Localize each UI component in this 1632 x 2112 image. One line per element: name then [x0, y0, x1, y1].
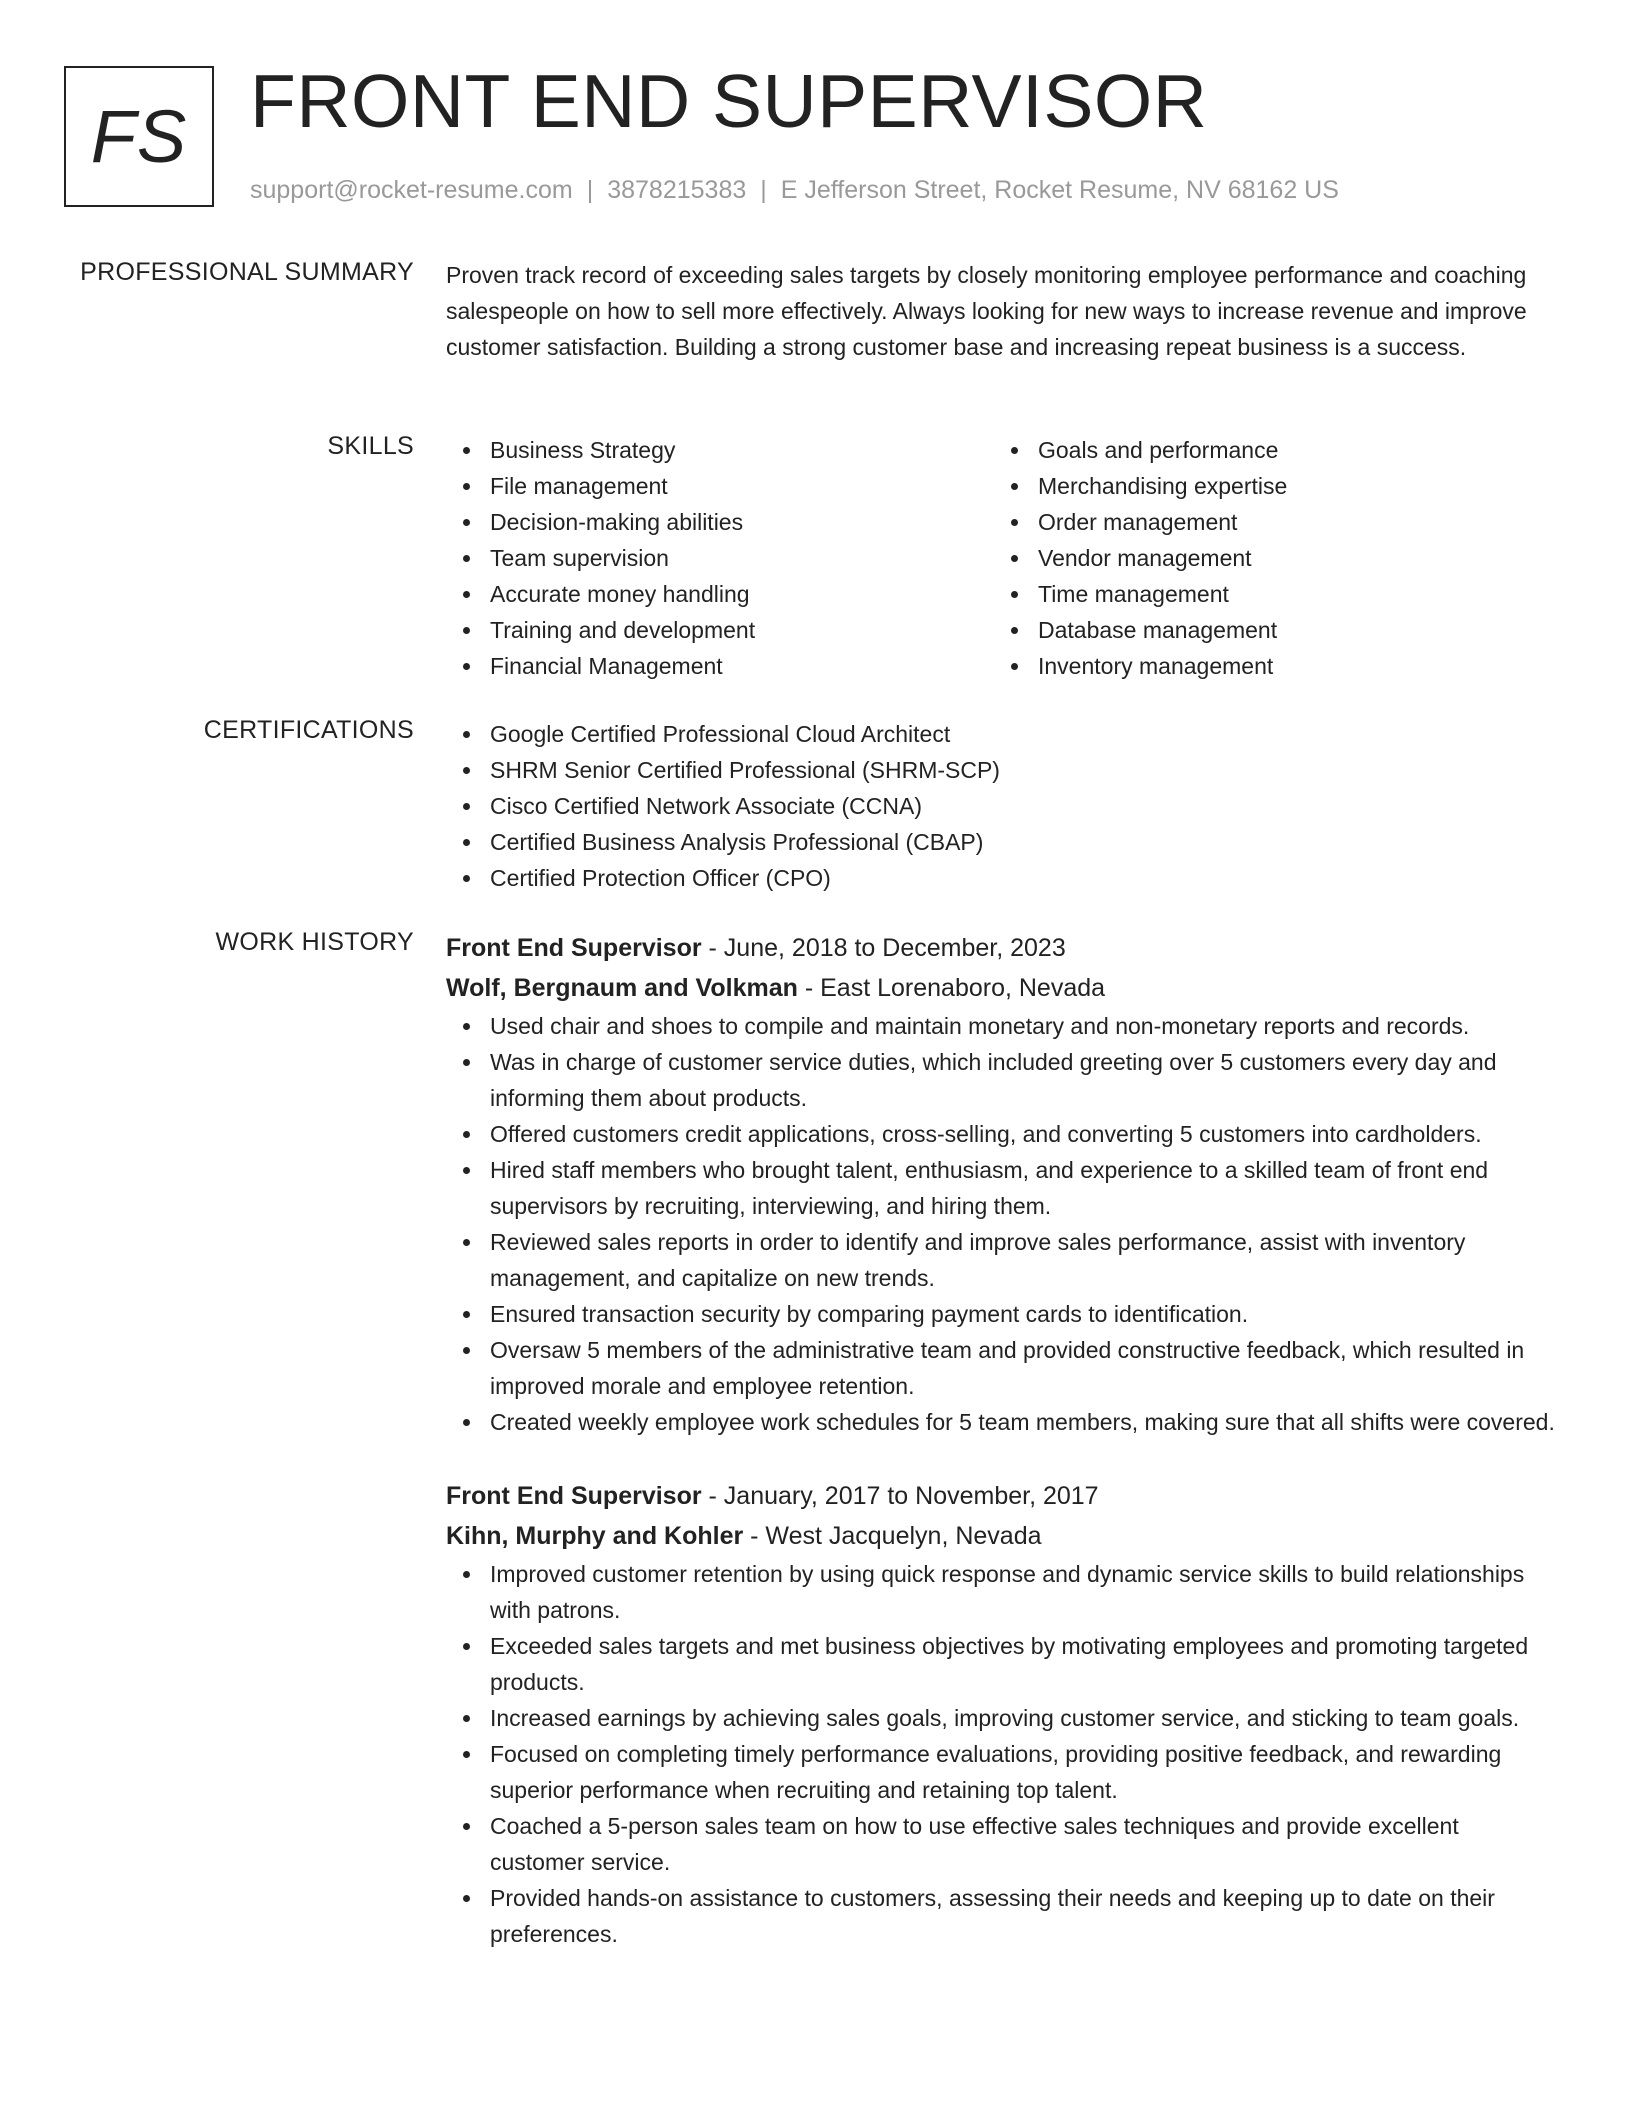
job-duty-item: Ensured transaction security by comparing payment cards to identification. [446, 1296, 1556, 1332]
contact-line [250, 176, 1339, 205]
job-location: - East Lorenaboro, Nevada [797, 974, 1106, 1002]
job-company-line [446, 968, 1556, 1008]
skill-item: Team supervision [446, 540, 994, 576]
skill-item: Training and development [446, 612, 994, 648]
certification-item: Google Certified Professional Cloud Architect [446, 716, 1546, 752]
skill-item: Decision-making abilities [446, 504, 994, 540]
contact-phone: 3878215383 [607, 176, 747, 204]
job-company-line [446, 1516, 1556, 1556]
summary-text: Proven track record of exceeding sales targets by closely monitoring employee performance and coaching salespeople on how to sell more effectively. Always looking for new ways to increase revenue and improve customer satisfaction. Building a strong customer base and increasing repeat business is a success. [446, 262, 1527, 360]
work-history-heading: WORK HISTORY [215, 928, 414, 956]
job-duty-item: Hired staff members who brought talent, enthusiasm, and experience to a skilled team of front end supervisors by recruiting, interviewing, and hiring them. [446, 1152, 1556, 1224]
skill-item: Time management [994, 576, 1542, 612]
job-duty-item: Offered customers credit applications, cross-selling, and converting 5 customers into cardholders. [446, 1116, 1556, 1152]
skill-item: Business Strategy [446, 432, 994, 468]
summary-heading: PROFESSIONAL SUMMARY [80, 258, 414, 286]
job-entry [446, 928, 1556, 1440]
certification-item: Certified Protection Officer (CPO) [446, 860, 1546, 896]
contact-email: support@rocket-resume.com [250, 176, 573, 204]
job-duty-item: Provided hands-on assistance to customers, assessing their needs and keeping up to date on their preferences. [446, 1880, 1556, 1952]
monogram-initials: FS [90, 95, 188, 178]
job-duty-item: Exceeded sales targets and met business objectives by motivating employees and promoting targeted products. [446, 1628, 1556, 1700]
skill-item: Order management [994, 504, 1542, 540]
job-location: - West Jacquelyn, Nevada [743, 1522, 1042, 1550]
certifications-heading: CERTIFICATIONS [203, 716, 414, 744]
contact-address: E Jefferson Street, Rocket Resume, NV 68162 US [780, 176, 1339, 204]
job-duty-item: Oversaw 5 members of the administrative team and provided constructive feedback, which resulted in improved morale and employee retention. [446, 1332, 1556, 1404]
contact-separator: | [760, 176, 767, 204]
skills-list-right [994, 432, 1542, 684]
job-title-line [446, 928, 1556, 968]
skills-body [446, 432, 1546, 684]
job-dates: - June, 2018 to December, 2023 [701, 934, 1066, 962]
summary-body [446, 258, 1536, 365]
job-duties-list [446, 1008, 1556, 1440]
job-duty-item: Focused on completing timely performance evaluations, providing positive feedback, and rewarding superior performance when recruiting and retaining top talent. [446, 1736, 1556, 1808]
monogram-badge [64, 66, 214, 207]
job-duty-item: Coached a 5-person sales team on how to use effective sales techniques and provide excellent customer service. [446, 1808, 1556, 1880]
skill-item: File management [446, 468, 994, 504]
job-duty-item: Was in charge of customer service duties, which included greeting over 5 customers every day and informing them about products. [446, 1044, 1556, 1116]
job-duty-item: Improved customer retention by using quick response and dynamic service skills to build relationships with patrons. [446, 1556, 1556, 1628]
job-title-line [446, 1476, 1556, 1516]
certification-item: Certified Business Analysis Professional (CBAP) [446, 824, 1546, 860]
skills-list-left [446, 432, 994, 684]
job-entry [446, 1476, 1556, 1952]
skill-item: Goals and performance [994, 432, 1542, 468]
work-history-body [446, 928, 1556, 1952]
skill-item: Inventory management [994, 648, 1542, 684]
job-role: Front End Supervisor [446, 934, 702, 962]
skill-item: Database management [994, 612, 1542, 648]
job-company: Kihn, Murphy and Kohler [446, 1522, 744, 1550]
certifications-list [446, 716, 1546, 896]
skill-item: Accurate money handling [446, 576, 994, 612]
job-role: Front End Supervisor [446, 1482, 702, 1510]
job-duty-item: Reviewed sales reports in order to identify and improve sales performance, assist with inventory management, and capitalize on new trends. [446, 1224, 1556, 1296]
skills-heading: SKILLS [327, 432, 414, 460]
contact-separator: | [586, 176, 594, 204]
job-company: Wolf, Bergnaum and Volkman [446, 974, 798, 1002]
job-duty-item: Created weekly employee work schedules for 5 team members, making sure that all shifts were covered. [446, 1404, 1556, 1440]
skill-item: Merchandising expertise [994, 468, 1542, 504]
job-duty-item: Increased earnings by achieving sales goals, improving customer service, and sticking to team goals. [446, 1700, 1556, 1736]
skill-item: Vendor management [994, 540, 1542, 576]
certification-item: Cisco Certified Network Associate (CCNA) [446, 788, 1546, 824]
job-dates: - January, 2017 to November, 2017 [701, 1482, 1099, 1510]
certification-item: SHRM Senior Certified Professional (SHRM-SCP) [446, 752, 1546, 788]
skill-item: Financial Management [446, 648, 994, 684]
certifications-body [446, 716, 1546, 896]
job-duties-list [446, 1556, 1556, 1952]
job-duty-item: Used chair and shoes to compile and maintain monetary and non-monetary reports and records. [446, 1008, 1556, 1044]
candidate-name: FRONT END SUPERVISOR [250, 59, 1208, 143]
